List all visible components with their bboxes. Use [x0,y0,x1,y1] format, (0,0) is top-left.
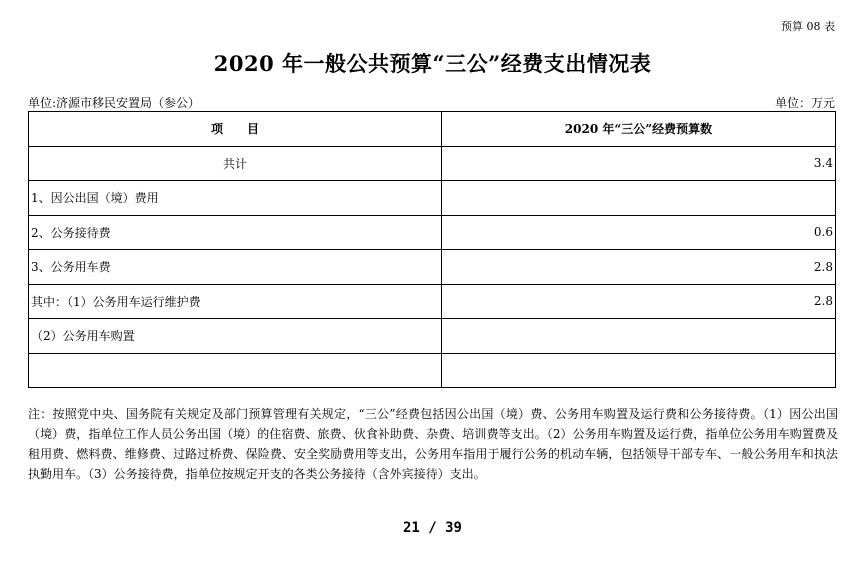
row-label: 2、公务接待费 [29,215,442,250]
header-item: 项 目 [29,112,442,147]
unit-department: 单位:济源市移民安置局（参公） [28,96,201,110]
row-label: 1、因公出国（境）费用 [29,181,442,216]
row-value [442,181,836,216]
row-value: 0.6 [442,215,836,250]
row-value [442,353,836,388]
table-header-row [29,112,836,147]
table-row-total [29,146,836,181]
row-label: 3、公务用车费 [29,250,442,285]
budget-table [28,111,836,388]
page-number: 21 / 39 [402,520,462,536]
page-title: 2020 年一般公共预算“三公”经费支出情况表 [213,51,652,76]
unit-currency: 单位：万元 [774,96,835,110]
table-row [29,319,836,354]
row-label: 共计 [29,146,442,181]
table-row-empty [29,353,836,388]
row-value: 3.4 [442,146,836,181]
row-value: 2.8 [442,250,836,285]
header-amount: 2020 年“三公”经费预算数 [442,112,836,147]
row-value: 2.8 [442,284,836,319]
table-row [29,250,836,285]
row-label [29,353,442,388]
footnote: 注：按照党中央、国务院有关规定及部门预算管理有关规定，“三公”经费包括因公出国（境）费、公务用车购置及运行费和公务接待费。（1）因公出国（境）费，指单位工作人员公务出国（境）的住宿费、旅费、伙食补助费、杂费、培训费等支出。（2）公务用车购置及运行费，指单位公务用车购置费及租用费、燃料费、维修费、过路过桥费、保险费、安全奖励费用等支出，公务用车指用于履行公务的机动车辆，包括领导干部专车、一般公务用车和执法执勤用车。（3）公务接待费，指单位按规定开支的各类公务接待（含外宾接待）支出。 [28,407,838,481]
row-value [442,319,836,354]
table-row [29,284,836,319]
table-row [29,181,836,216]
row-label: （2）公务用车购置 [29,319,442,354]
table-row [29,215,836,250]
row-label: 其中：（1）公务用车运行维护费 [29,284,442,319]
form-number-label: 预算 08 表 [781,20,835,33]
